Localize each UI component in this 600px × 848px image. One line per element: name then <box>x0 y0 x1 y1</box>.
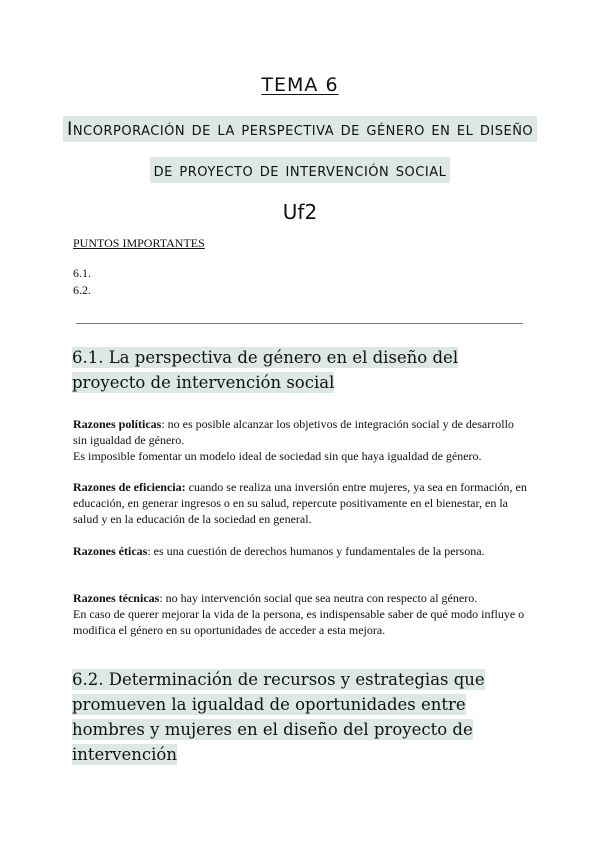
index-heading: PUNTOS IMPORTANTES <box>73 236 205 250</box>
document-title-line-2: de proyecto de intervención social <box>0 159 600 181</box>
tema-heading: TEMA 6 <box>261 74 339 96</box>
unit-label: Uf2 <box>282 200 318 224</box>
index-item-6-2[interactable]: 6.2. <box>73 283 91 297</box>
section-2-heading: 6.2. Determinación de recursos y estrategias que promueven la igualdad de oportunidades entre hombres y mujeres en el diseño del proyecto de intervención <box>72 670 485 764</box>
paragraph-text: : es una cuestión de derechos humanos y fundamentales de la persona. <box>147 544 485 558</box>
index-item-6-1[interactable]: 6.1. <box>73 266 91 280</box>
paragraph-razones-eficiencia <box>73 479 528 527</box>
horizontal-divider <box>76 323 523 324</box>
document-title-line-1: Incorporación de la perspectiva de género en el diseño <box>0 118 600 140</box>
paragraph-razones-tecnicas <box>73 590 528 638</box>
paragraph-label: Razones éticas <box>73 544 148 558</box>
paragraph-text: : no hay intervención social que sea neutra con respecto al género. <box>159 591 478 605</box>
paragraph-text: : no es posible alcanzar los objetivos de integración social y de desarrollo sin igualdad de género. <box>73 417 514 447</box>
paragraph-label: Razones políticas <box>73 417 162 431</box>
paragraph-text: cuando se realiza una inversión entre mujeres, ya sea en formación, en educación, en generar ingresos o en su salud, repercute positivamente en el bienestar, en la salud y en la educación de la sociedad en general. <box>73 480 527 526</box>
paragraph-razones-politicas <box>73 416 528 464</box>
section-1-heading: 6.1. La perspectiva de género en el diseño del proyecto de intervención social <box>72 348 459 392</box>
paragraph-razones-eticas <box>73 543 528 559</box>
paragraph-extra: Es imposible fomentar un modelo ideal de sociedad sin que haya igualdad de género. <box>73 449 482 463</box>
paragraph-label: Razones de eficiencia: <box>73 480 186 494</box>
paragraph-label: Razones técnicas <box>73 591 160 605</box>
paragraph-extra: En caso de querer mejorar la vida de la persona, es indispensable saber de qué modo influye o modifica el género en su oportunidades de acceder a esta mejora. <box>73 607 525 637</box>
